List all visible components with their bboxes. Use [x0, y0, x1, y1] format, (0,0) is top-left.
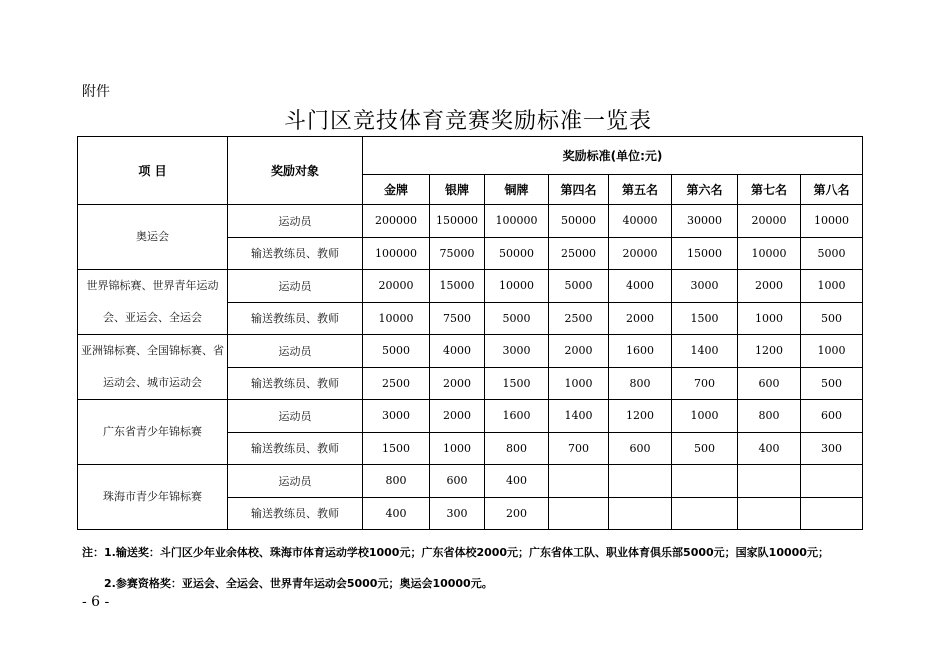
award-value: 10000	[738, 237, 801, 270]
header-standard: 奖励标准(单位:元)	[363, 137, 863, 175]
header-rank: 第六名	[672, 175, 738, 205]
award-value: 4000	[430, 335, 485, 368]
award-target: 运动员	[228, 335, 363, 368]
award-value: 600	[430, 465, 485, 498]
award-value	[738, 497, 801, 530]
award-value: 2500	[363, 367, 430, 400]
award-value: 1000	[672, 400, 738, 433]
award-target: 输送教练员、教师	[228, 367, 363, 400]
event-name: 广东省青少年锦标赛	[78, 400, 228, 465]
award-value: 10000	[485, 270, 549, 303]
award-value: 600	[738, 367, 801, 400]
table-row	[78, 465, 863, 498]
award-value: 2000	[430, 400, 485, 433]
header-rank: 铜牌	[485, 175, 549, 205]
header-rank: 金牌	[363, 175, 430, 205]
award-value	[609, 465, 672, 498]
award-value: 300	[430, 497, 485, 530]
award-value: 20000	[609, 237, 672, 270]
award-value: 15000	[430, 270, 485, 303]
award-value	[549, 497, 609, 530]
page-title: 斗门区竞技体育竞赛奖励标准一览表	[283, 109, 652, 134]
award-value: 500	[801, 367, 863, 400]
award-value: 400	[738, 432, 801, 465]
award-value: 3000	[672, 270, 738, 303]
award-value: 50000	[549, 205, 609, 238]
note-line-1: 注：1.输送奖：斗门区少年业余体校、珠海市体育运动学校1000元；广东省体校2000元；广东省体工队、职业体育俱乐部5000元；国家队10000元；	[82, 546, 829, 559]
award-value	[738, 465, 801, 498]
award-value: 1500	[672, 302, 738, 335]
award-value: 1600	[485, 400, 549, 433]
event-name: 亚洲锦标赛、全国锦标赛、省运动会、城市运动会	[78, 335, 228, 400]
award-target: 输送教练员、教师	[228, 302, 363, 335]
award-value	[549, 465, 609, 498]
award-value: 1200	[738, 335, 801, 368]
table-row	[78, 335, 863, 368]
event-name: 奥运会	[78, 205, 228, 270]
award-value: 100000	[485, 205, 549, 238]
award-value: 5000	[549, 270, 609, 303]
award-value: 1000	[738, 302, 801, 335]
award-value: 5000	[801, 237, 863, 270]
award-value: 20000	[363, 270, 430, 303]
award-value: 500	[801, 302, 863, 335]
award-value	[801, 465, 863, 498]
award-value: 200000	[363, 205, 430, 238]
award-value: 300	[801, 432, 863, 465]
award-value	[672, 465, 738, 498]
award-value: 75000	[430, 237, 485, 270]
award-target: 运动员	[228, 270, 363, 303]
award-value: 7500	[430, 302, 485, 335]
award-value: 1400	[672, 335, 738, 368]
award-target: 输送教练员、教师	[228, 432, 363, 465]
header-rank: 第四名	[549, 175, 609, 205]
award-value: 3000	[363, 400, 430, 433]
award-value: 600	[609, 432, 672, 465]
award-value	[672, 497, 738, 530]
attachment-label: 附件	[82, 84, 110, 100]
award-value: 3000	[485, 335, 549, 368]
header-rank: 第八名	[801, 175, 863, 205]
award-value: 2000	[609, 302, 672, 335]
table-row	[78, 270, 863, 303]
award-value: 2500	[549, 302, 609, 335]
header-rank: 第七名	[738, 175, 801, 205]
award-value: 700	[549, 432, 609, 465]
award-value	[801, 497, 863, 530]
award-value: 2000	[430, 367, 485, 400]
award-value: 1200	[609, 400, 672, 433]
award-value: 150000	[430, 205, 485, 238]
award-value: 5000	[363, 335, 430, 368]
award-value: 1000	[801, 270, 863, 303]
award-value: 1000	[801, 335, 863, 368]
award-value: 5000	[485, 302, 549, 335]
award-value: 2000	[549, 335, 609, 368]
header-item: 项 目	[78, 137, 228, 205]
note-line-2: 2.参赛资格奖：亚运会、全运会、世界青年运动会5000元；奥运会10000元。	[104, 577, 493, 590]
award-value: 1000	[430, 432, 485, 465]
award-value: 400	[363, 497, 430, 530]
award-value: 800	[738, 400, 801, 433]
award-value	[609, 497, 672, 530]
award-target: 运动员	[228, 205, 363, 238]
award-value: 1600	[609, 335, 672, 368]
award-value: 700	[672, 367, 738, 400]
award-value: 500	[672, 432, 738, 465]
award-value: 100000	[363, 237, 430, 270]
award-value: 1000	[549, 367, 609, 400]
award-value: 600	[801, 400, 863, 433]
award-value: 15000	[672, 237, 738, 270]
award-value: 1500	[485, 367, 549, 400]
award-value: 1400	[549, 400, 609, 433]
award-value: 2000	[738, 270, 801, 303]
header-rank: 银牌	[430, 175, 485, 205]
award-value: 800	[609, 367, 672, 400]
table-row	[78, 205, 863, 238]
header-target: 奖励对象	[228, 137, 363, 205]
award-value: 50000	[485, 237, 549, 270]
award-value: 30000	[672, 205, 738, 238]
page-number: - 6 -	[82, 594, 110, 610]
award-value: 1500	[363, 432, 430, 465]
award-value: 4000	[609, 270, 672, 303]
award-target: 运动员	[228, 400, 363, 433]
award-value: 40000	[609, 205, 672, 238]
header-rank: 第五名	[609, 175, 672, 205]
award-value: 800	[363, 465, 430, 498]
award-value: 25000	[549, 237, 609, 270]
award-target: 输送教练员、教师	[228, 497, 363, 530]
award-value: 800	[485, 432, 549, 465]
event-name: 珠海市青少年锦标赛	[78, 465, 228, 530]
award-value: 400	[485, 465, 549, 498]
award-value: 200	[485, 497, 549, 530]
award-target: 输送教练员、教师	[228, 237, 363, 270]
award-target: 运动员	[228, 465, 363, 498]
award-value: 20000	[738, 205, 801, 238]
award-value: 10000	[363, 302, 430, 335]
event-name: 世界锦标赛、世界青年运动会、亚运会、全运会	[78, 270, 228, 335]
table-row	[78, 400, 863, 433]
award-standard-table	[77, 136, 863, 530]
award-value: 10000	[801, 205, 863, 238]
